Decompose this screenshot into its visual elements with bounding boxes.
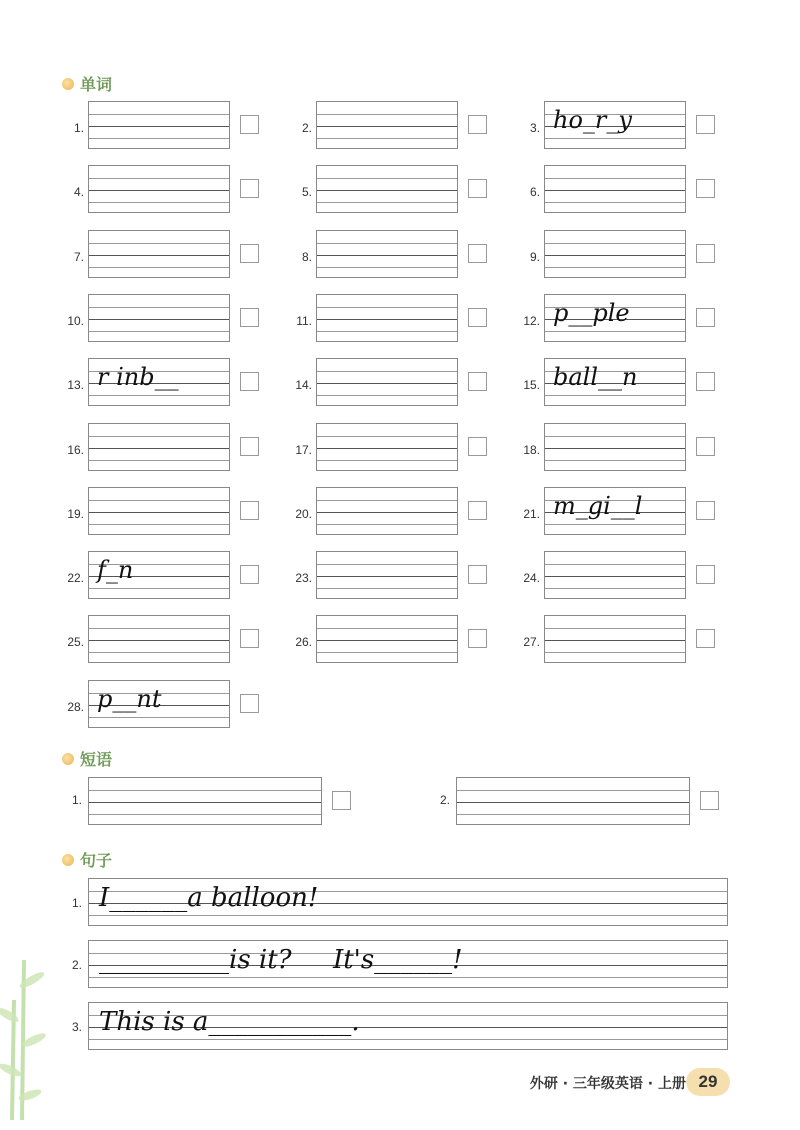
answer-checkbox[interactable] xyxy=(468,501,487,520)
word-writing-lines[interactable] xyxy=(316,101,458,149)
word-number: 25. xyxy=(67,635,84,649)
section-title-sentences: 句子 xyxy=(80,851,113,870)
word-writing-lines[interactable] xyxy=(544,423,686,471)
handwritten-sentence: I______a balloon! xyxy=(99,883,319,913)
word-writing-lines[interactable] xyxy=(316,423,458,471)
word-number: 7. xyxy=(73,250,84,264)
answer-checkbox[interactable] xyxy=(468,565,487,584)
word-number: 1. xyxy=(73,121,84,135)
word-number: 16. xyxy=(67,443,84,457)
word-writing-lines[interactable] xyxy=(544,615,686,663)
answer-checkbox[interactable] xyxy=(240,565,259,584)
word-number: 2. xyxy=(301,121,312,135)
sentence-number: 1. xyxy=(71,896,82,910)
handwritten-sentence: This is a___________. xyxy=(99,1007,360,1037)
word-number: 8. xyxy=(301,250,312,264)
answer-checkbox[interactable] xyxy=(696,501,715,520)
word-number: 3. xyxy=(529,121,540,135)
word-number: 19. xyxy=(67,507,84,521)
word-writing-lines[interactable] xyxy=(88,423,230,471)
word-number: 21. xyxy=(523,507,540,521)
answer-checkbox[interactable] xyxy=(240,372,259,391)
answer-checkbox[interactable] xyxy=(468,115,487,134)
page-number-badge xyxy=(686,1068,730,1096)
word-writing-lines[interactable] xyxy=(88,615,230,663)
answer-checkbox[interactable] xyxy=(240,694,259,713)
word-writing-lines[interactable] xyxy=(88,101,230,149)
word-writing-lines[interactable] xyxy=(544,165,686,213)
phrase-number: 1. xyxy=(71,793,82,807)
section-phrases-header xyxy=(62,747,112,770)
word-writing-lines[interactable] xyxy=(316,230,458,278)
answer-checkbox[interactable] xyxy=(468,308,487,327)
sentence-number: 2. xyxy=(71,958,82,972)
section-title-words: 单词 xyxy=(80,75,113,94)
phrase-writing-lines[interactable] xyxy=(456,777,690,825)
word-writing-lines[interactable] xyxy=(316,615,458,663)
word-writing-lines[interactable] xyxy=(88,680,230,728)
word-number: 5. xyxy=(301,185,312,199)
section-title-phrases: 短语 xyxy=(80,750,113,769)
bamboo-decoration-icon xyxy=(0,960,48,1120)
word-number: 20. xyxy=(295,507,312,521)
answer-checkbox[interactable] xyxy=(468,629,487,648)
handwritten-word: ball__n xyxy=(553,363,638,391)
answer-checkbox[interactable] xyxy=(696,115,715,134)
word-writing-lines[interactable] xyxy=(544,358,686,406)
word-writing-lines[interactable] xyxy=(88,551,230,599)
word-number: 26. xyxy=(295,635,312,649)
word-writing-lines[interactable] xyxy=(544,294,686,342)
word-number: 23. xyxy=(295,571,312,585)
word-number: 17. xyxy=(295,443,312,457)
answer-checkbox[interactable] xyxy=(696,437,715,456)
answer-checkbox[interactable] xyxy=(240,501,259,520)
word-writing-lines[interactable] xyxy=(88,165,230,213)
word-writing-lines[interactable] xyxy=(88,358,230,406)
section-bullet-icon xyxy=(62,78,74,90)
word-number: 9. xyxy=(529,250,540,264)
answer-checkbox[interactable] xyxy=(332,791,351,810)
word-writing-lines[interactable] xyxy=(316,551,458,599)
word-number: 22. xyxy=(67,571,84,585)
word-number: 14. xyxy=(295,378,312,392)
sentence-number: 3. xyxy=(71,1020,82,1034)
word-number: 28. xyxy=(67,700,84,714)
word-number: 13. xyxy=(67,378,84,392)
answer-checkbox[interactable] xyxy=(240,115,259,134)
sentence-writing-lines[interactable] xyxy=(88,878,728,926)
word-number: 12. xyxy=(523,314,540,328)
handwritten-word: ho_r_y xyxy=(553,106,632,134)
section-bullet-icon xyxy=(62,753,74,765)
handwritten-sentence: __________is it? It's______! xyxy=(99,945,463,975)
word-number: 10. xyxy=(67,314,84,328)
answer-checkbox[interactable] xyxy=(240,629,259,648)
word-number: 18. xyxy=(523,443,540,457)
answer-checkbox[interactable] xyxy=(240,179,259,198)
handwritten-word: r inb__ xyxy=(97,363,179,391)
answer-checkbox[interactable] xyxy=(696,629,715,648)
word-writing-lines[interactable] xyxy=(544,230,686,278)
word-number: 11. xyxy=(296,314,312,328)
answer-checkbox[interactable] xyxy=(240,437,259,456)
section-bullet-icon xyxy=(62,854,74,866)
answer-checkbox[interactable] xyxy=(468,437,487,456)
word-writing-lines[interactable] xyxy=(544,487,686,535)
word-writing-lines[interactable] xyxy=(88,487,230,535)
word-writing-lines[interactable] xyxy=(88,230,230,278)
word-writing-lines[interactable] xyxy=(88,294,230,342)
word-writing-lines[interactable] xyxy=(544,551,686,599)
answer-checkbox[interactable] xyxy=(700,791,719,810)
handwritten-word: m_gi__l xyxy=(553,492,643,520)
answer-checkbox[interactable] xyxy=(696,565,715,584)
handwritten-word: f_n xyxy=(97,556,134,584)
word-number: 4. xyxy=(73,185,84,199)
handwritten-word: p__ple xyxy=(553,299,630,327)
word-writing-lines[interactable] xyxy=(316,294,458,342)
answer-checkbox[interactable] xyxy=(696,372,715,391)
answer-checkbox[interactable] xyxy=(468,244,487,263)
answer-checkbox[interactable] xyxy=(468,372,487,391)
word-number: 15. xyxy=(523,378,540,392)
footer-book-title: 外研 · 三年级英语 · 上册 xyxy=(529,1076,686,1092)
phrase-writing-lines[interactable] xyxy=(88,777,322,825)
word-number: 27. xyxy=(523,635,540,649)
answer-checkbox[interactable] xyxy=(468,179,487,198)
word-number: 6. xyxy=(529,185,540,199)
word-number: 24. xyxy=(523,571,540,585)
answer-checkbox[interactable] xyxy=(696,244,715,263)
answer-checkbox[interactable] xyxy=(240,244,259,263)
handwritten-word: p__nt xyxy=(97,685,162,713)
word-writing-lines[interactable] xyxy=(316,487,458,535)
sentence-writing-lines[interactable] xyxy=(88,940,728,988)
phrase-number: 2. xyxy=(439,793,450,807)
word-writing-lines[interactable] xyxy=(316,358,458,406)
answer-checkbox[interactable] xyxy=(240,308,259,327)
section-words-header xyxy=(62,72,112,95)
answer-checkbox[interactable] xyxy=(696,179,715,198)
word-writing-lines[interactable] xyxy=(544,101,686,149)
word-writing-lines[interactable] xyxy=(316,165,458,213)
sentence-writing-lines[interactable] xyxy=(88,1002,728,1050)
answer-checkbox[interactable] xyxy=(696,308,715,327)
section-sentences-header xyxy=(62,848,112,871)
page-number: 29 xyxy=(698,1072,718,1091)
